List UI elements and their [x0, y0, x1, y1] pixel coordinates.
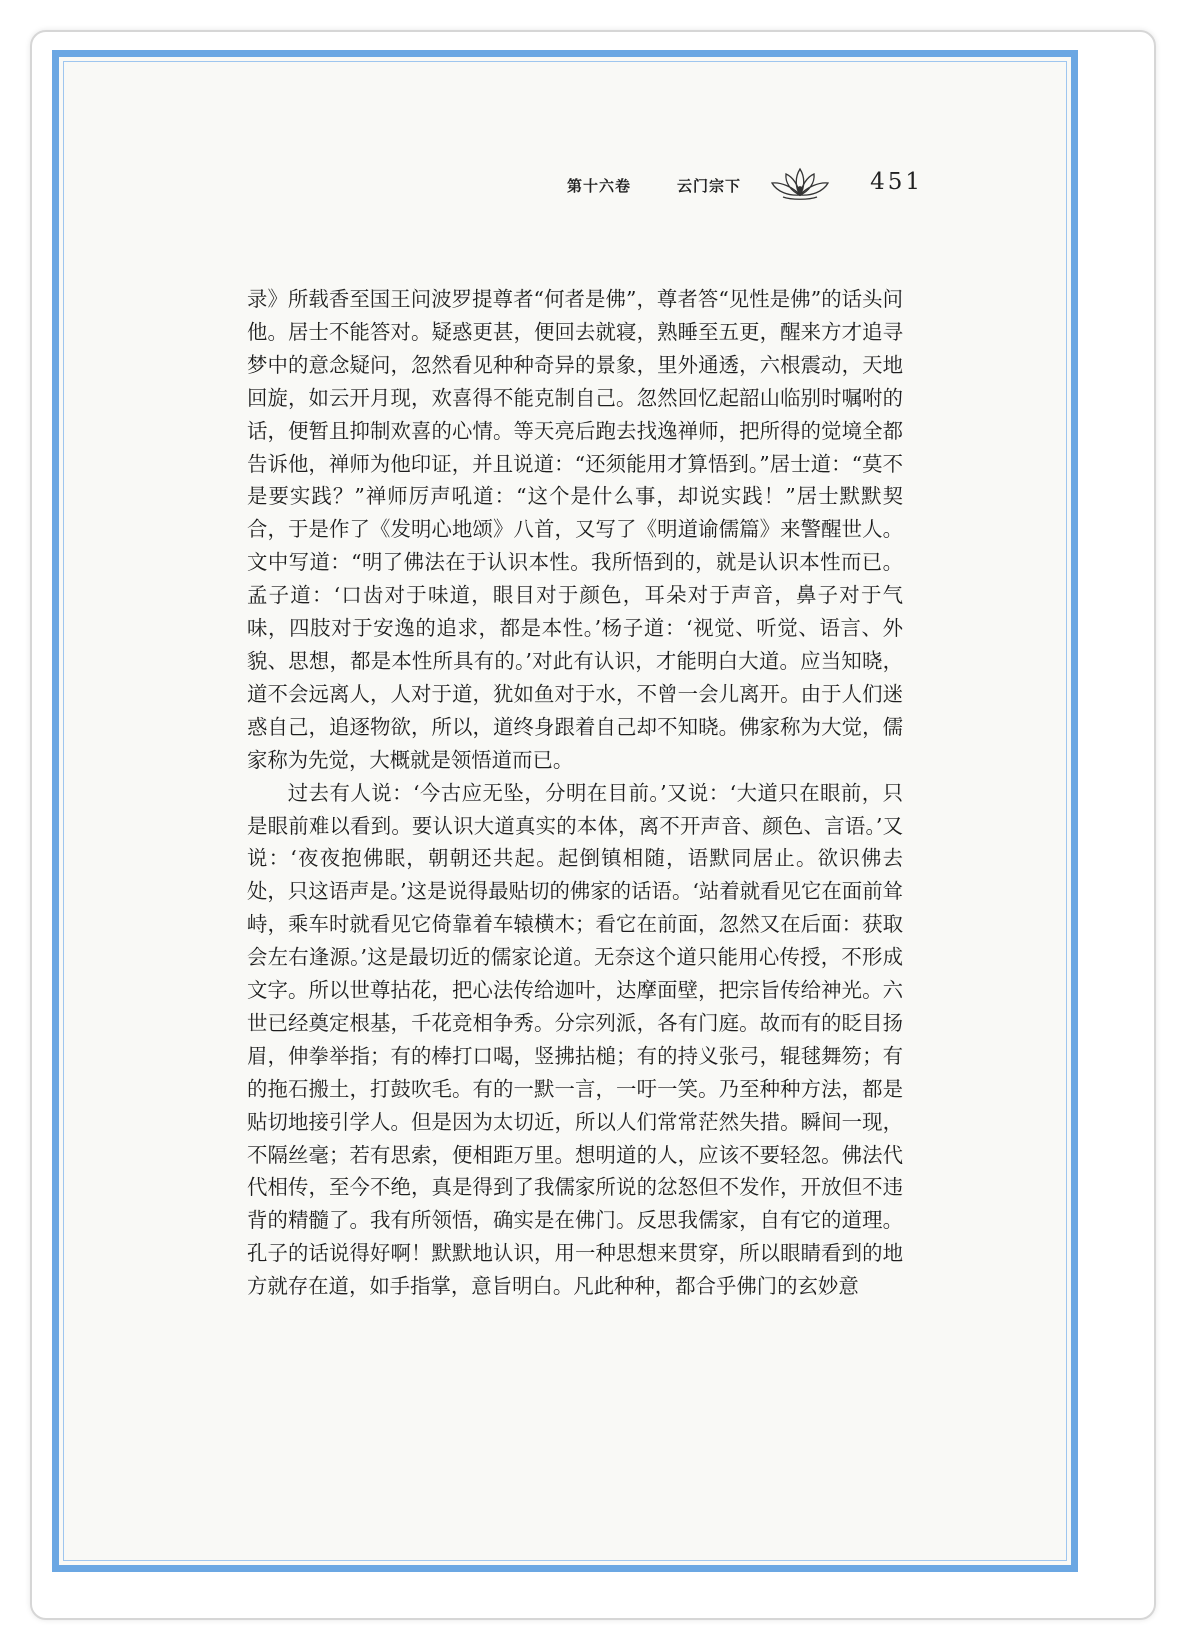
- page-frame: [52, 50, 1078, 1572]
- body-text: [247, 283, 903, 1303]
- paragraph: 过去有人说：‘今古应无坠，分明在目前。’又说：‘大道只在眼前，只是眼前难以看到。要认识大道真实的本体，离不开声音、颜色、言语。’又说：‘夜夜抱佛眠，朝朝还共起。起倒镇相随，语默同居止。欲识佛去处，只这语声是。’这是说得最贴切的佛家的话语。‘站着就看见它在面前耸峙，乘车时就看见它倚靠着车辕横木；看它在前面，忽然又在后面：获取会左右逢源。’这是最切近的儒家论道。无奈这个道只能用心传授，不形成文字。所以世尊拈花，把心法传给迦叶，达摩面壁，把宗旨传给神光。六世已经奠定根基，千花竞相争秀。分宗列派，各有门庭。故而有的眨目扬眉，伸拳举指；有的棒打口喝，竖拂拈槌；有的持义张弓，辊毬舞笏；有的拖石搬土，打鼓吹毛。有的一默一言，一吁一笑。乃至种种方法，都是贴切地接引学人。但是因为太切近，所以人们常常茫然失措。瞬间一现，不隔丝毫；若有思索，便相距万里。想明道的人，应该不要轻忽。佛法代代相传，至今不绝，真是得到了我儒家所说的忿怒但不发作，开放但不违背的精髓了。我有所领悟，确实是在佛门。反思我儒家，自有它的道理。孔子的话说得好啊！默默地认识，用一种思想来贯穿，所以眼睛看到的地方就存在道，如手指掌，意旨明白。凡此种种，都合乎佛门的玄妙意: [247, 780, 903, 1299]
- paragraph: 录》所载香至国王问波罗提尊者“何者是佛”，尊者答“见性是佛”的话头问他。居士不能答对。疑惑更甚，便回去就寝，熟睡至五更，醒来方才追寻梦中的意念疑问，忽然看见种种奇异的景象，里外通透，六根震动，天地回旋，如云开月现，欢喜得不能克制自己。忽然回忆起韶山临别时嘱咐的话，便暂且抑制欢喜的心情。等天亮后跑去找逸禅师，把所得的觉境全都告诉他，禅师为他印证，并且说道：“还须能用才算悟到。”居士道：“莫不是要实践？”禅师厉声吼道：“这个是什么事，却说实践！”居士默默契合，于是作了《发明心地颂》八首，又写了《明道谕儒篇》来警醒世人。文中写道：“明了佛法在于认识本性。我所悟到的，就是认识本性而已。孟子道：‘口齿对于味道，眼目对于颜色，耳朵对于声音，鼻子对于气味，四肢对于安逸的追求，都是本性。’杨子道：‘视觉、听觉、语言、外貌、思想，都是本性所具有的。’对此有认识，才能明白大道。应当知晓，道不会远离人，人对于道，犹如鱼对于水，不曾一会儿离开。由于人们迷惑自己，追逐物欲，所以，道终身跟着自己却不知晓。佛家称为大觉，儒家称为先觉，大概就是领悟道而已。: [247, 287, 903, 772]
- chapter-title: 第十六卷: [566, 177, 631, 195]
- page-number: 451: [870, 169, 923, 195]
- running-header: [59, 165, 1071, 205]
- lotus-icon: [769, 165, 831, 201]
- section-title: 云门宗下: [676, 177, 741, 195]
